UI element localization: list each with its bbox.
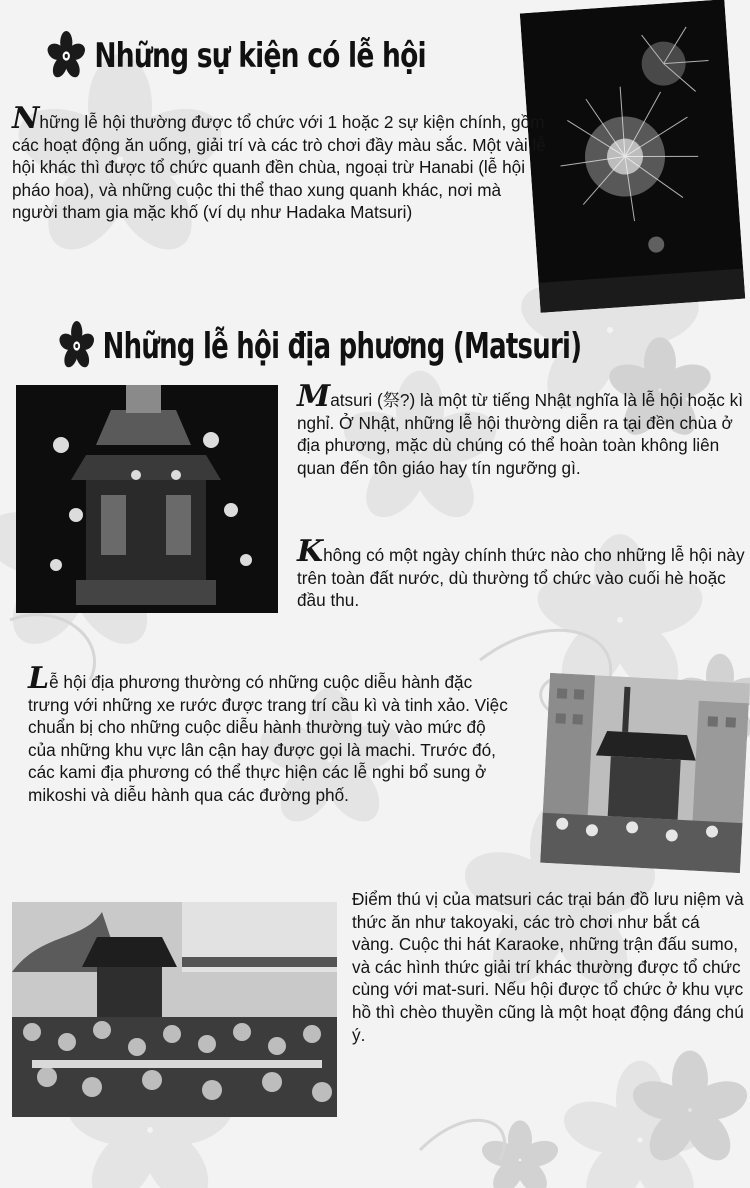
- dropcap: M: [297, 379, 331, 414]
- festival-float-night-photo: [16, 385, 278, 613]
- festival-float-street-photo: [540, 673, 750, 873]
- paragraph-parades: [28, 661, 518, 807]
- paragraph-matsuri-definition: [297, 379, 747, 479]
- dropcap: K: [297, 534, 324, 569]
- paragraph-festival-attractions: [352, 888, 744, 1046]
- section-heading-text: Những sự kiện có lễ hội: [94, 36, 426, 76]
- dropcap: N: [12, 101, 40, 136]
- sakura-flower-icon: [58, 320, 95, 372]
- paragraph-events: [12, 101, 550, 224]
- paragraph-text: Điểm thú vị của matsuri các trại bán đồ lưu niệm và thức ăn như takoyaki, các trò chơi như bắt cá vàng. Cuộc thi hát Karaoke, những trận đấu sumo, và các hình thức giải trí khác thường được tổ chức cùng với mat-suri. Nếu hội được tổ chức ở khu vực hồ thì chèo thuyền cũng là một hoạt động đáng chú ý.: [352, 889, 744, 1045]
- paragraph-text: hững lễ hội thường được tổ chức với 1 hoặc 2 sự kiện chính, gồm các hoạt động ăn uống, giải trí và các trò chơi đầy màu sắc. Một vài lễ hội khác thì được tổ chức quanh đền chùa, ngoại trừ Hanabi (lễ hội pháo hoa), và những cuộc thi thể thao xung quanh khác, nơi mà người tham gia mặc khố (ví dụ như Hadaka Matsuri): [12, 112, 546, 223]
- sakura-flower-icon: [46, 30, 87, 82]
- paragraph-text: atsuri (祭?) là một từ tiếng Nhật nghĩa là lễ hội hoặc kì nghỉ. Ở Nhật, những lễ hội thường diễn ra tại đền chùa ở địa phương, mặc dù chúng có thể hoàn toàn không liên quan đến tôn giáo hay tín ngưỡng gì.: [297, 390, 743, 478]
- section-heading-events: [46, 30, 426, 82]
- paragraph-text: ễ hội địa phương thường có những cuộc diễu hành đặc trưng với những xe rước được trang trí cầu kì và tinh xảo. Việc chuẩn bị cho những cuộc diễu hành thường tuỳ vào mức độ của những khu vực lân cận hay được gọi là machi. Trước đó, các kami địa phương có thể thực hiện các lễ nghi bổ sung ở mikoshi và diễu hành qua các đường phố.: [28, 672, 508, 805]
- section-heading-matsuri: [58, 320, 581, 372]
- dropcap: L: [28, 661, 50, 696]
- paragraph-text: hông có một ngày chính thức nào cho những lễ hội này trên toàn đất nước, dù thường tổ chức vào cuối hè hoặc đầu thu.: [297, 545, 745, 611]
- mikoshi-crowd-photo: [12, 902, 337, 1117]
- fireworks-photo: [520, 0, 745, 313]
- paragraph-matsuri-dates: [297, 534, 747, 612]
- section-heading-text: Những lễ hội địa phương (Matsuri): [102, 325, 582, 367]
